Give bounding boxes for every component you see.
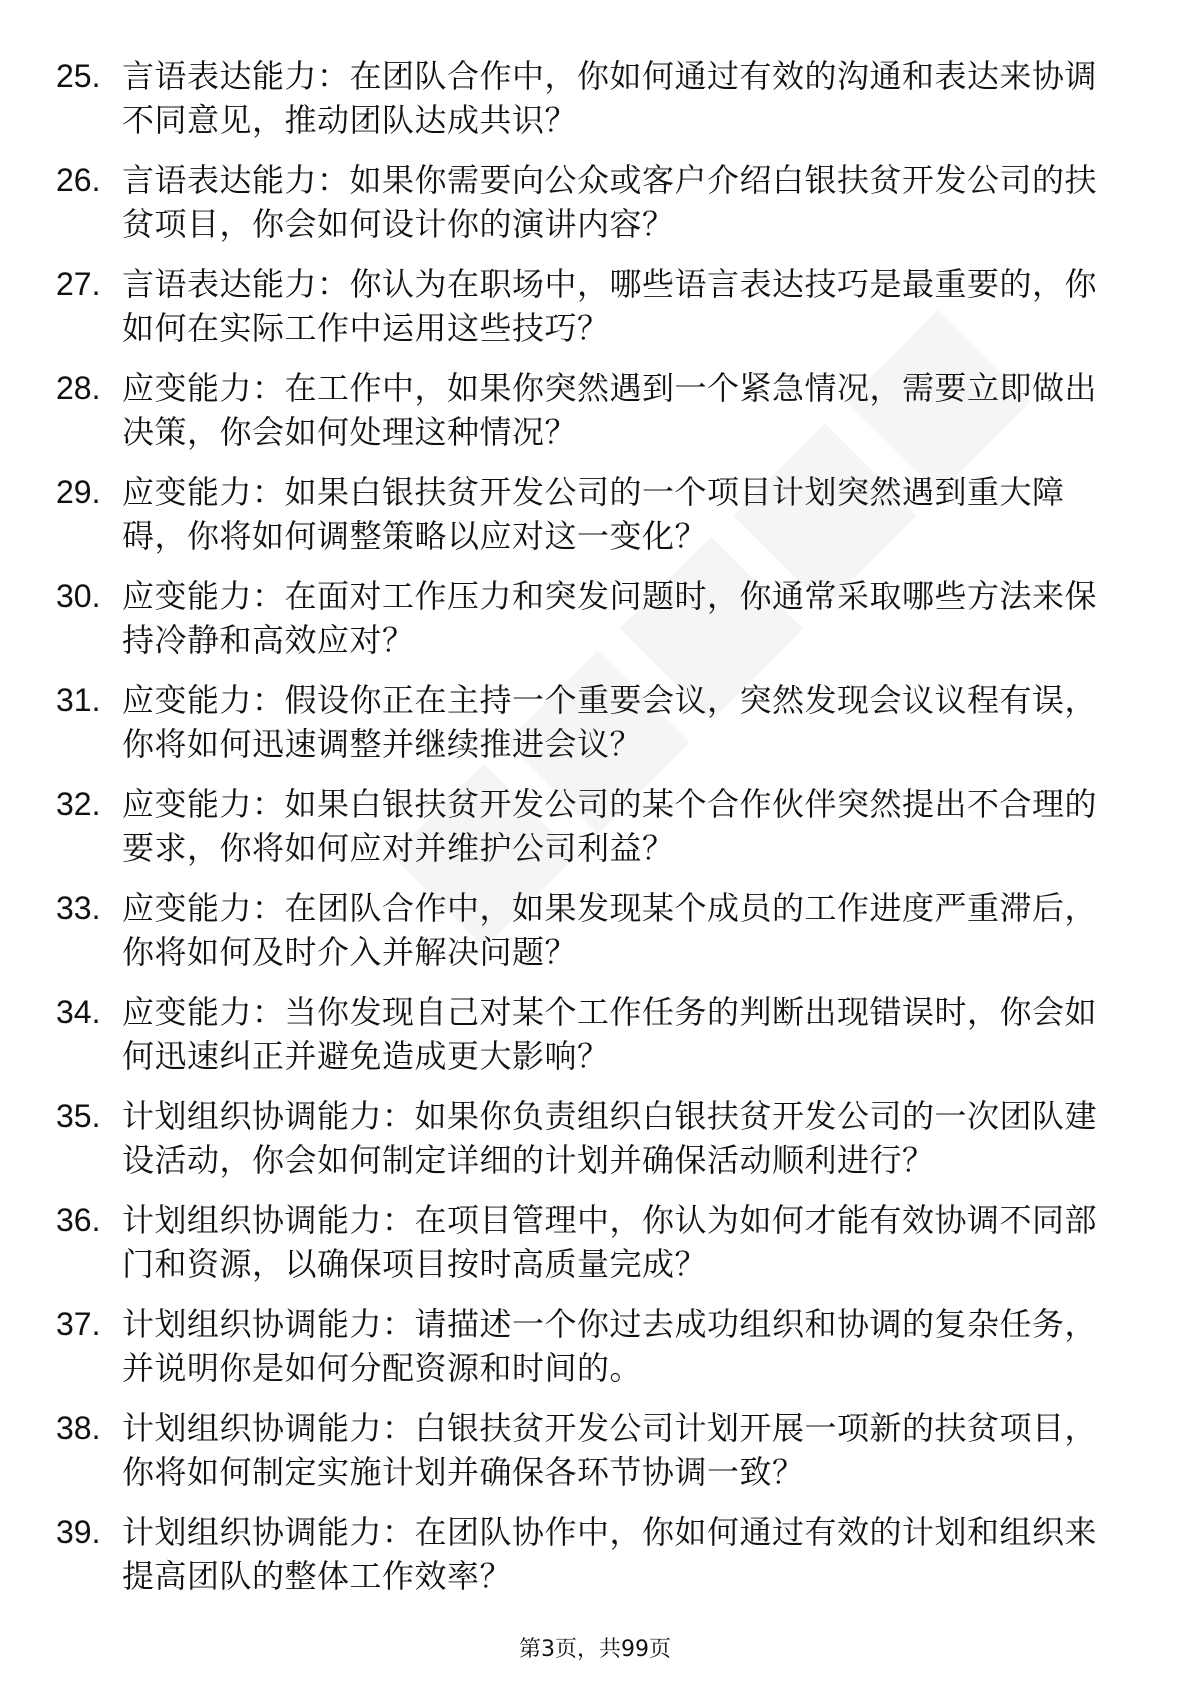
- question-text: 言语表达能力：你认为在职场中，哪些语言表达技巧是最重要的，你如何在实际工作中运用这些技巧？: [122, 265, 1098, 347]
- question-item: [56, 366, 1126, 454]
- question-number: 33.: [56, 890, 101, 926]
- question-number: 28.: [56, 370, 101, 406]
- question-text: 应变能力：假设你正在主持一个重要会议，突然发现会议议程有误，你将如何迅速调整并继续推进会议？: [122, 681, 1098, 763]
- question-item: [56, 574, 1126, 662]
- question-text: 计划组织协调能力：请描述一个你过去成功组织和协调的复杂任务，并说明你是如何分配资源和时间的。: [122, 1305, 1098, 1387]
- question-text: 应变能力：在团队合作中，如果发现某个成员的工作进度严重滞后，你将如何及时介入并解决问题？: [122, 889, 1098, 971]
- question-item: [56, 1510, 1126, 1598]
- question-number: 31.: [56, 682, 101, 718]
- question-number: 29.: [56, 474, 101, 510]
- question-number: 30.: [56, 578, 101, 614]
- question-item: [56, 678, 1126, 766]
- question-item: [56, 262, 1126, 350]
- question-number: 38.: [56, 1410, 101, 1446]
- question-number: 35.: [56, 1098, 101, 1134]
- question-text: 言语表达能力：如果你需要向公众或客户介绍白银扶贫开发公司的扶贫项目，你会如何设计你的演讲内容？: [122, 161, 1098, 243]
- question-item: [56, 1406, 1126, 1494]
- question-text: 应变能力：当你发现自己对某个工作任务的判断出现错误时，你会如何迅速纠正并避免造成更大影响？: [122, 993, 1098, 1075]
- question-number: 27.: [56, 266, 101, 302]
- question-text: 应变能力：在工作中，如果你突然遇到一个紧急情况，需要立即做出决策，你会如何处理这种情况？: [122, 369, 1098, 451]
- question-text: 应变能力：如果白银扶贫开发公司的某个合作伙伴突然提出不合理的要求，你将如何应对并维护公司利益？: [122, 785, 1098, 867]
- question-text: 计划组织协调能力：在团队协作中，你如何通过有效的计划和组织来提高团队的整体工作效率？: [122, 1513, 1098, 1595]
- question-item: [56, 1198, 1126, 1286]
- question-number: 39.: [56, 1514, 101, 1550]
- question-number: 37.: [56, 1306, 101, 1342]
- question-item: [56, 54, 1126, 142]
- question-text: 计划组织协调能力：在项目管理中，你认为如何才能有效协调不同部门和资源，以确保项目按时高质量完成？: [122, 1201, 1098, 1283]
- question-item: [56, 990, 1126, 1078]
- question-number: 32.: [56, 786, 101, 822]
- question-text: 言语表达能力：在团队合作中，你如何通过有效的沟通和表达来协调不同意见，推动团队达成共识？: [122, 57, 1098, 139]
- question-item: [56, 782, 1126, 870]
- question-number: 34.: [56, 994, 101, 1030]
- question-item: [56, 470, 1126, 558]
- question-number: 26.: [56, 162, 101, 198]
- question-item: [56, 1302, 1126, 1390]
- question-number: 36.: [56, 1202, 101, 1238]
- question-number: 25.: [56, 58, 101, 94]
- question-item: [56, 1094, 1126, 1182]
- question-text: 应变能力：如果白银扶贫开发公司的一个项目计划突然遇到重大障碍，你将如何调整策略以应对这一变化？: [122, 473, 1065, 555]
- question-list: [56, 54, 1126, 1614]
- question-text: 计划组织协调能力：如果你负责组织白银扶贫开发公司的一次团队建设活动，你会如何制定详细的计划并确保活动顺利进行？: [122, 1097, 1098, 1179]
- question-item: [56, 886, 1126, 974]
- question-text: 计划组织协调能力：白银扶贫开发公司计划开展一项新的扶贫项目，你将如何制定实施计划并确保各环节协调一致？: [122, 1409, 1098, 1491]
- question-text: 应变能力：在面对工作压力和突发问题时，你通常采取哪些方法来保持冷静和高效应对？: [122, 577, 1098, 659]
- page-footer: 第3页，共99页: [519, 1637, 671, 1662]
- question-item: [56, 158, 1126, 246]
